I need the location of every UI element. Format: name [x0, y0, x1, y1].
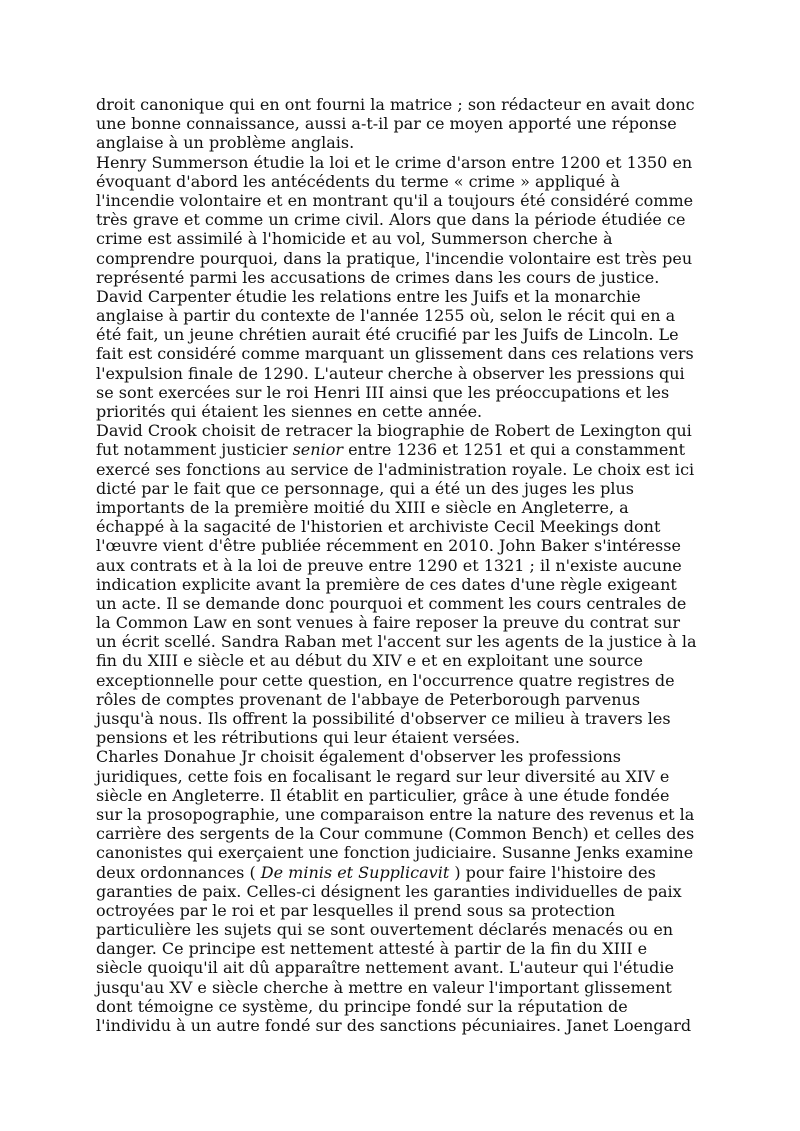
italic-text: senior	[292, 440, 343, 460]
text-line	[96, 920, 716, 939]
text-segment: Charles Donahue Jr choisit également d'observer les professions	[96, 747, 621, 767]
text-line	[96, 978, 716, 997]
italic-text: De minis et Supplicavit	[260, 862, 450, 882]
text-line	[96, 536, 716, 555]
text-line	[96, 421, 716, 440]
text-segment: siècle en Angleterre. Il établit en particulier, grâce à une étude fondée	[96, 785, 670, 805]
document-body	[96, 95, 716, 1035]
text-segment: dont témoigne ce système, du principe fondé sur la réputation de	[96, 996, 628, 1016]
text-segment: indication explicite avant la première de ces dates d'une règle exigeant	[96, 574, 677, 594]
text-segment: l'incendie volontaire et en montrant qu'il a toujours été considéré comme	[96, 190, 694, 210]
paragraph	[96, 95, 716, 153]
text-line	[96, 383, 716, 402]
text-segment: entre 1236 et 1251 et qui a constamment	[342, 440, 686, 460]
text-segment: David Crook choisit de retracer la biographie de Robert de Lexington qui	[96, 421, 692, 441]
text-segment: Henry Summerson étudie la loi et le crime d'arson entre 1200 et 1350 en	[96, 152, 693, 172]
text-line	[96, 632, 716, 651]
text-segment: se sont exercées sur le roi Henri III ainsi que les préoccupations et les	[96, 382, 670, 402]
text-segment: juridiques, cette fois en focalisant le regard sur leur diversité au XIV e	[96, 766, 670, 786]
text-line	[96, 594, 716, 613]
text-line	[96, 882, 716, 901]
text-segment: importants de la première moitié du XIII e siècle en Angleterre, a	[96, 497, 629, 517]
text-segment: jusqu'au XV e siècle cherche à mettre en valeur l'important glissement	[96, 977, 672, 997]
text-line	[96, 479, 716, 498]
text-line	[96, 728, 716, 747]
text-segment: David Carpenter étudie les relations entre les Juifs et la monarchie	[96, 286, 641, 306]
text-line	[96, 191, 716, 210]
paragraph	[96, 153, 716, 287]
text-line	[96, 440, 716, 459]
text-line	[96, 364, 716, 383]
text-segment: deux ordonnances (	[96, 862, 261, 882]
text-line	[96, 843, 716, 862]
text-line	[96, 997, 716, 1016]
text-line	[96, 287, 716, 306]
text-line	[96, 958, 716, 977]
text-segment: priorités qui étaient les siennes en cette année.	[96, 402, 483, 421]
text-segment: octroyées par le roi et par lesquelles il prend sous sa protection	[96, 900, 616, 920]
text-segment: fait est considéré comme marquant un glissement dans ces relations vers	[96, 344, 694, 364]
text-line	[96, 268, 716, 287]
text-segment: un écrit scellé. Sandra Raban met l'accent sur les agents de la justice à la	[96, 632, 697, 652]
text-segment: la Common Law en sont venues à faire reposer la preuve du contrat sur	[96, 613, 680, 633]
text-segment: anglaise à partir du contexte de l'année 1255 où, selon le récit qui en a	[96, 306, 676, 326]
text-line	[96, 460, 716, 479]
text-segment: très grave et comme un crime civil. Alors que dans la période étudiée ce	[96, 210, 686, 230]
text-segment: exercé ses fonctions au service de l'administration royale. Le choix est ici	[96, 459, 695, 479]
text-segment: particulière les sujets qui se sont ouvertement déclarés menacés ou en	[96, 920, 674, 940]
text-segment: rôles de comptes provenant de l'abbaye de Peterborough parvenus	[96, 689, 641, 709]
text-line	[96, 325, 716, 344]
text-segment: aux contrats et à la loi de preuve entre 1290 et 1321 ; il n'existe aucune	[96, 555, 682, 575]
text-segment: droit canonique qui en ont fourni la matrice ; son rédacteur en avait donc	[96, 95, 695, 114]
text-segment: fin du XIII e siècle et au début du XIV e et en exploitant une source	[96, 651, 643, 671]
text-line	[96, 939, 716, 958]
text-segment: évoquant d'abord les antécédents du terme « crime » appliqué à	[96, 171, 620, 191]
text-line	[96, 651, 716, 670]
text-line	[96, 517, 716, 536]
text-segment: anglaise à un problème anglais.	[96, 133, 355, 153]
text-segment: l'individu à un autre fondé sur des sanctions pécuniaires. Janet Loengard	[96, 1016, 692, 1035]
text-segment: échappé à la sagacité de l'historien et archiviste Cecil Meekings dont	[96, 517, 661, 537]
text-line	[96, 344, 716, 363]
text-line	[96, 786, 716, 805]
paragraph	[96, 287, 716, 421]
text-line	[96, 690, 716, 709]
text-segment: l'expulsion finale de 1290. L'auteur cherche à observer les pressions qui	[96, 363, 685, 383]
text-segment: pensions et les rétributions qui leur étaient versées.	[96, 728, 520, 748]
text-line	[96, 709, 716, 728]
text-segment: un acte. Il se demande donc pourquoi et comment les cours centrales de	[96, 593, 687, 613]
text-line	[96, 575, 716, 594]
text-line	[96, 95, 716, 114]
text-segment: fut notamment justicier	[96, 440, 293, 460]
text-line	[96, 172, 716, 191]
text-segment: l'œuvre vient d'être publiée récemment en 2010. John Baker s'intéresse	[96, 536, 681, 556]
text-line	[96, 613, 716, 632]
text-segment: représenté parmi les accusations de crimes dans les cours de justice.	[96, 267, 660, 287]
text-line	[96, 114, 716, 133]
text-segment: une bonne connaissance, aussi a-t-il par ce moyen apporté une réponse	[96, 114, 677, 134]
text-line	[96, 747, 716, 766]
text-segment: jusqu'à nous. Ils offrent la possibilité d'observer ce milieu à travers les	[96, 709, 671, 728]
text-line	[96, 153, 716, 172]
paragraph	[96, 747, 716, 1035]
text-line	[96, 863, 716, 882]
text-line	[96, 402, 716, 421]
text-line	[96, 249, 716, 268]
text-line	[96, 498, 716, 517]
text-segment: carrière des sergents de la Cour commune (Common Bench) et celles des	[96, 824, 695, 844]
text-line	[96, 229, 716, 248]
text-line	[96, 1016, 716, 1035]
text-segment: garanties de paix. Celles-ci désignent les garanties individuelles de paix	[96, 881, 682, 901]
text-segment: été fait, un jeune chrétien aurait été crucifié par les Juifs de Lincoln. Le	[96, 325, 679, 345]
paragraph	[96, 421, 716, 747]
text-segment: danger. Ce principe est nettement attesté à partir de la fin du XIII e	[96, 939, 648, 959]
text-segment: siècle quoiqu'il ait dû apparaître nettement avant. L'auteur qui l'étudie	[96, 958, 674, 978]
text-segment: crime est assimilé à l'homicide et au vol, Summerson cherche à	[96, 229, 613, 249]
text-segment: dicté par le fait que ce personnage, qui a été un des juges les plus	[96, 478, 634, 498]
text-line	[96, 306, 716, 325]
text-segment: sur la prosopographie, une comparaison entre la nature des revenus et la	[96, 804, 695, 824]
text-segment: comprendre pourquoi, dans la pratique, l'incendie volontaire est très peu	[96, 248, 693, 268]
text-line	[96, 556, 716, 575]
text-segment: exceptionnelle pour cette question, en l'occurrence quatre registres de	[96, 670, 675, 690]
text-line	[96, 133, 716, 152]
text-segment: ) pour faire l'histoire des	[449, 862, 656, 882]
text-line	[96, 901, 716, 920]
text-line	[96, 767, 716, 786]
text-segment: canonistes qui exerçaient une fonction judiciaire. Susanne Jenks examine	[96, 843, 694, 863]
text-line	[96, 210, 716, 229]
text-line	[96, 824, 716, 843]
text-line	[96, 805, 716, 824]
text-line	[96, 671, 716, 690]
